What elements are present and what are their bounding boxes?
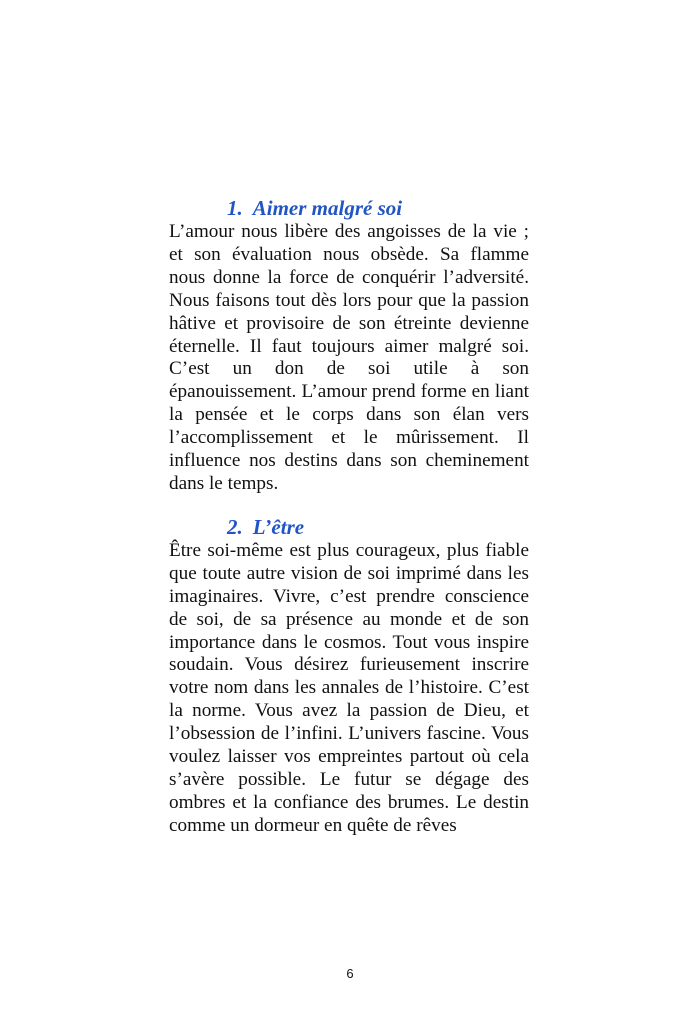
section-heading xyxy=(227,514,529,540)
section-title: Aimer malgré soi xyxy=(252,196,403,220)
section-aimer-malgre-soi xyxy=(169,195,529,496)
page-content xyxy=(169,195,529,838)
section-title: L’être xyxy=(252,514,305,539)
section-paragraph: L’amour nous libère des angoisses de la vie ; et son évaluation nous obsède. Sa flamme nous donne la force de conquérir l’adversité. Nous faisons tout dès lors pour que la passion hâtive et provisoire de son étreinte devienne éternelle. Il faut toujours aimer malgré soi. C’est un don de soi utile à son épanouissement. L’amour prend forme en liant la pensée et le corps dans son élan vers l’accomplissement et le mûrissement. Il influence nos destins dans son cheminement dans le temps. xyxy=(169,221,529,494)
section-paragraph: Être soi-même est plus courageux, plus fiable que toute autre vision de soi imprimé dans les imaginaires. Vivre, c’est prendre conscience de soi, de sa présence au monde et de son importance dans le cosmos. Tout vous inspire soudain. Vous désirez furieusement inscrire votre nom dans les annales de l’histoire. C’est la norme. Vous avez la passion de Dieu, et l’obsession de l’infini. L’univers fascine. Vous voulez laisser vos empreintes partout où cela s’avère possible. Le futur se dégage des ombres et la confiance des brumes. Le destin comme un dormeur en quête de rêves xyxy=(169,539,529,836)
section-number: 1. xyxy=(227,196,243,220)
section-l-etre xyxy=(169,514,529,838)
section-heading xyxy=(227,195,529,221)
section-number: 2. xyxy=(227,514,243,539)
page-number: 6 xyxy=(346,966,354,981)
